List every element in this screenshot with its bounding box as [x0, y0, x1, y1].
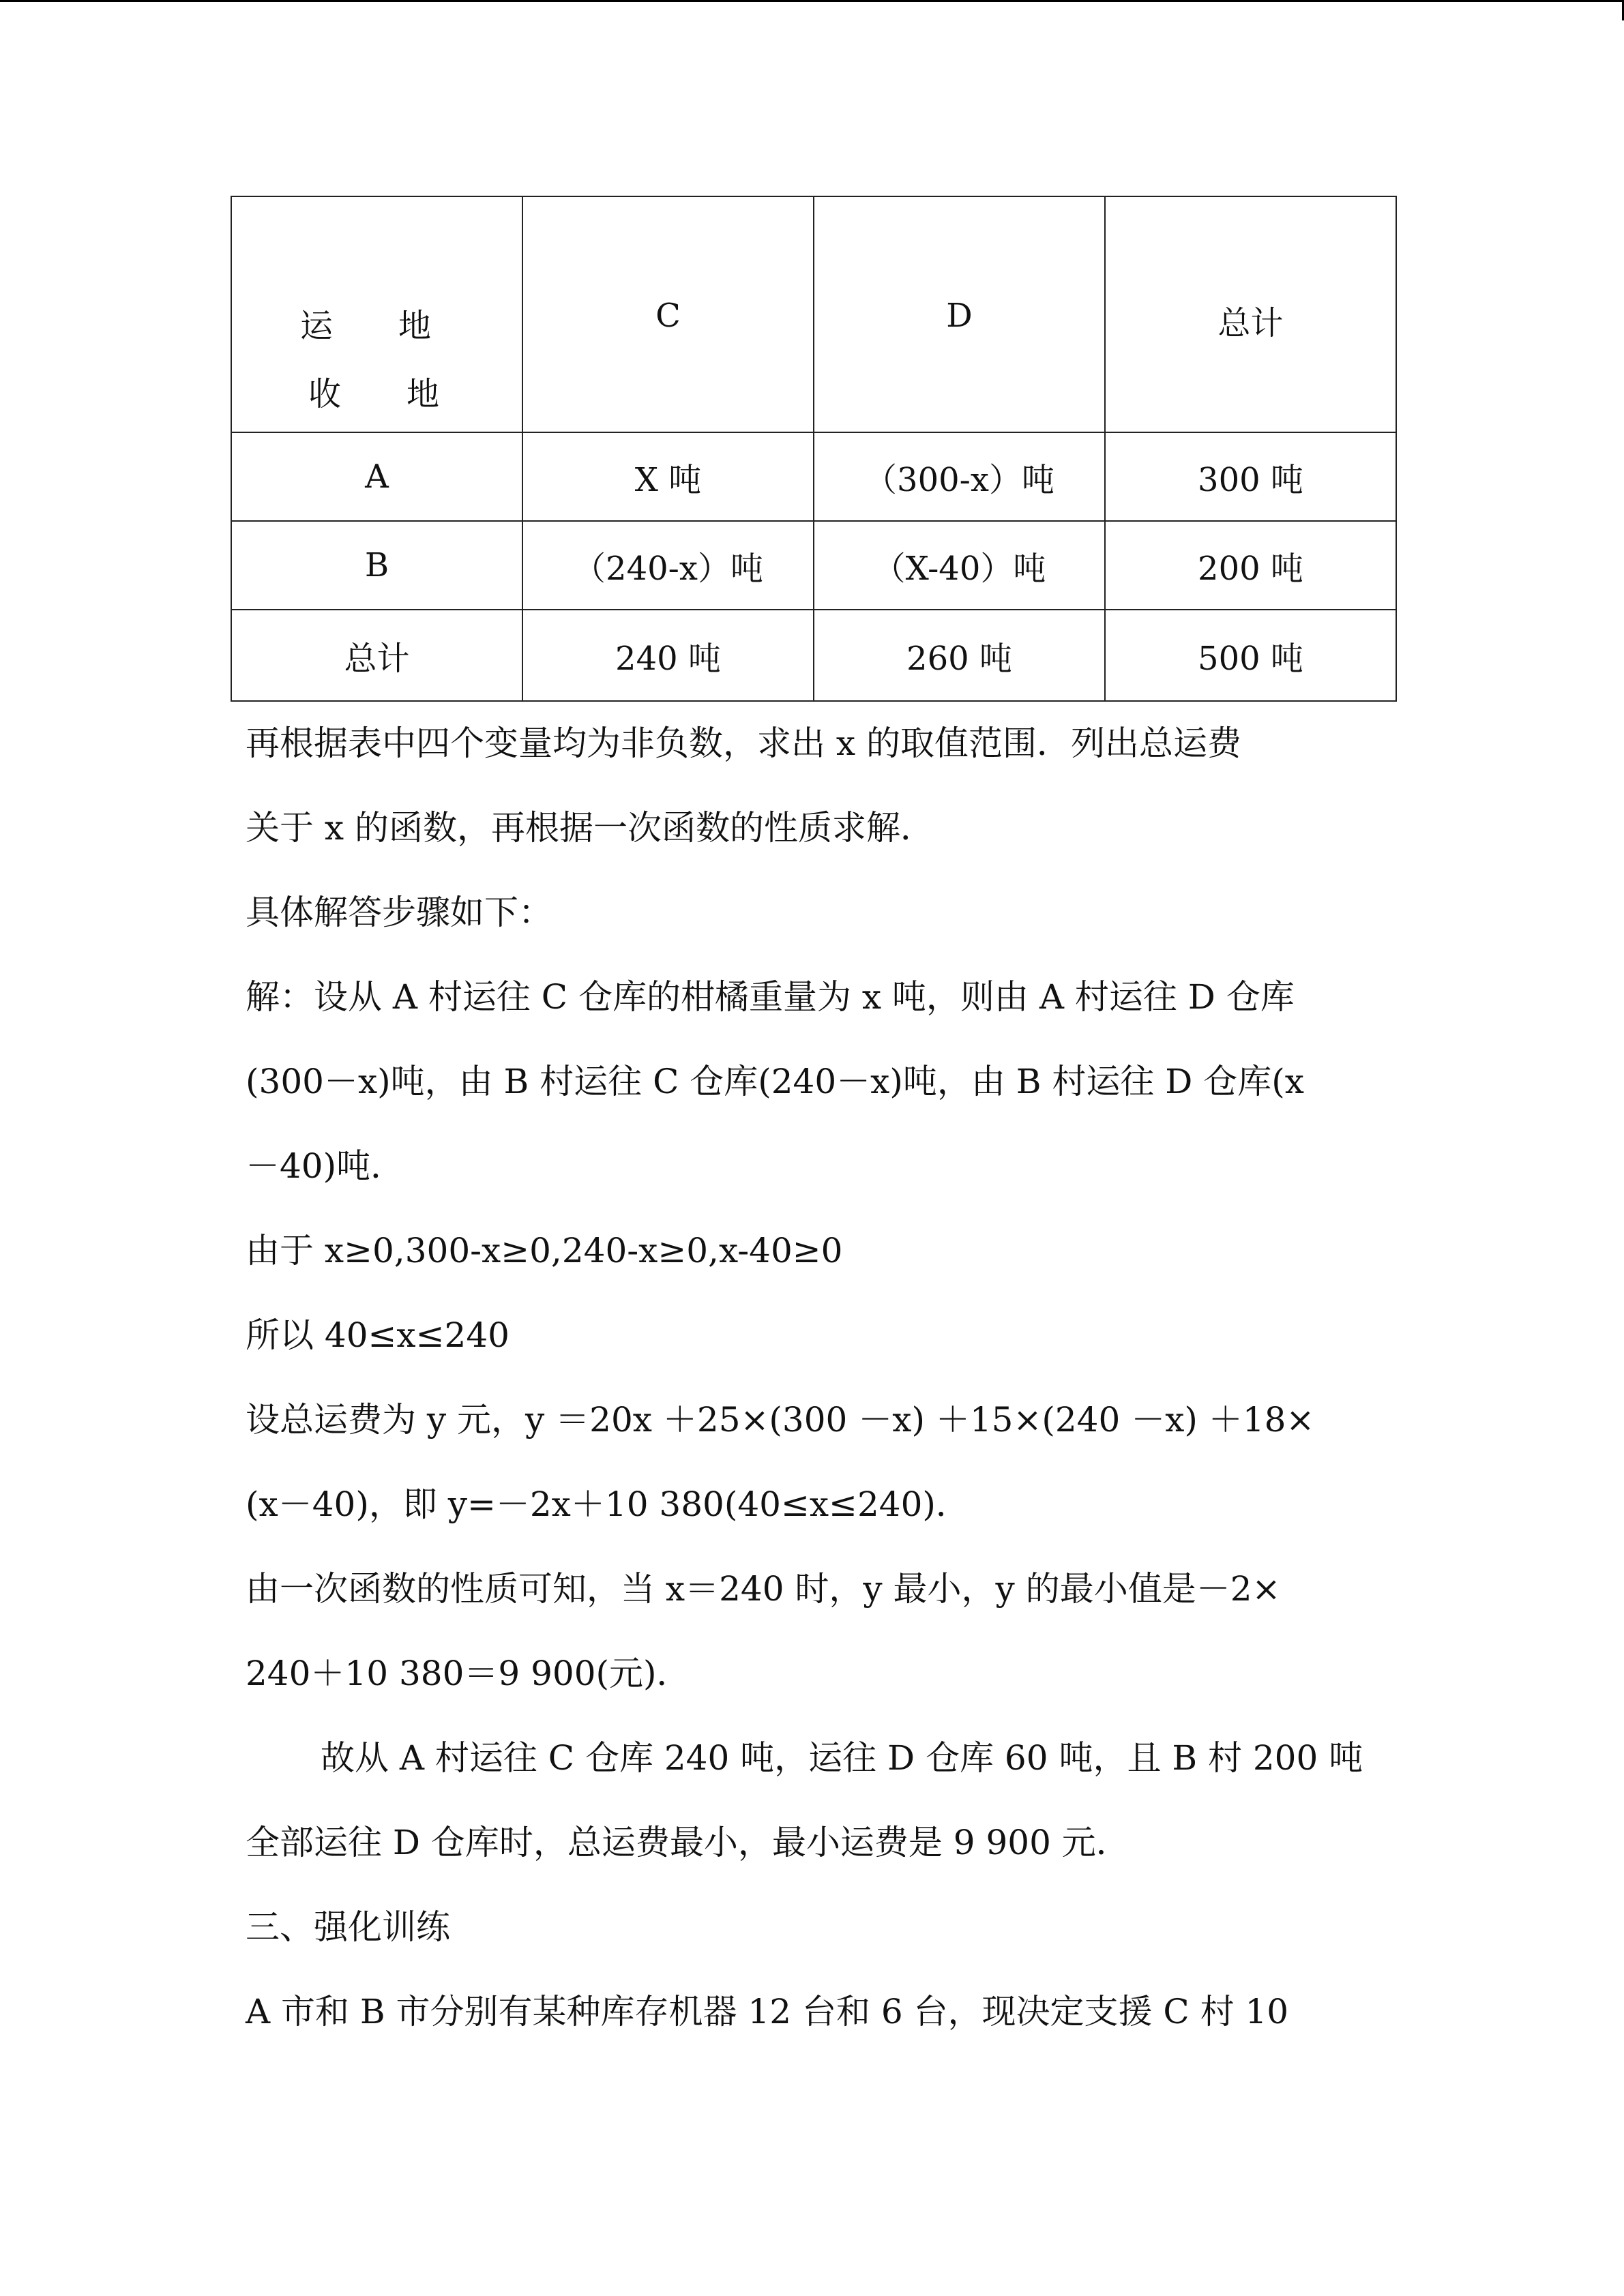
table-row — [231, 610, 1396, 701]
section-heading: 三、强化训练 — [246, 1907, 450, 1947]
table-row — [231, 432, 1396, 521]
table-row-label: A — [231, 432, 522, 521]
table-cell: 300 吨 — [1105, 432, 1396, 521]
text-line: －40)吨． — [246, 1146, 405, 1186]
text-line: 具体解答步骤如下： — [246, 893, 552, 932]
table-cell: 200 吨 — [1105, 521, 1396, 610]
text-line: A 市和 B 市分别有某种库存机器 12 台和 6 台，现决定支援 C 村 10 — [246, 1992, 1289, 2031]
text-line: 关于 x 的函数，再根据一次函数的性质求解． — [246, 808, 934, 848]
text-line: 再根据表中四个变量均为非负数，求出 x 的取值范围．列出总运费 — [246, 724, 1241, 763]
table-cell: （X-40）吨 — [814, 521, 1105, 610]
table-row-label: 总计 — [231, 610, 522, 701]
table-header-cell: C — [522, 196, 814, 432]
text-line: 由一次函数的性质可知，当 x＝240 时，y 最小，y 的最小值是－2× — [246, 1569, 1281, 1609]
table-cell: 500 吨 — [1105, 610, 1396, 701]
text-line: 全部运往 D 仓库时，总运费最小，最小运费是 9 900 元． — [246, 1823, 1130, 1862]
corner-line-top: 运 地 — [300, 307, 432, 345]
transport-table — [231, 196, 1397, 702]
text-line: (300－x)吨，由 B 村运往 C 仓库(240－x)吨，由 B 村运往 D 仓库(x — [246, 1062, 1304, 1101]
table-header-cell: D — [814, 196, 1105, 432]
page-top-border — [0, 0, 1624, 2]
table-header-cell: 总计 — [1105, 196, 1396, 432]
solution-text — [246, 701, 1385, 2054]
table-cell: （240-x）吨 — [522, 521, 814, 610]
table-cell: X 吨 — [522, 432, 814, 521]
text-line: 解：设从 A 村运往 C 仓库的柑橘重量为 x 吨，则由 A 村运往 D 仓库 — [246, 977, 1295, 1017]
table-cell: 260 吨 — [814, 610, 1105, 701]
table-row-label: B — [231, 521, 522, 610]
table-cell: （300-x）吨 — [814, 432, 1105, 521]
text-line: (x－40)，即 y=－2x＋10 380(40≤x≤240)． — [246, 1485, 970, 1524]
corner-line-bottom: 收 地 — [308, 375, 440, 413]
table-corner-cell — [231, 196, 522, 432]
table-header-row — [231, 196, 1396, 432]
text-line: 由于 x≥0,300-x≥0,240-x≥0,x-40≥0 — [246, 1231, 843, 1270]
conclusion-line: 故从 A 村运往 C 仓库 240 吨，运往 D 仓库 60 吨，且 B 村 200 吨 — [321, 1738, 1363, 1778]
text-line: 所以 40≤x≤240 — [246, 1315, 510, 1355]
text-line: 设总运费为 y 元，y ＝20x ＋25×(300 －x) ＋15×(240 －x) ＋18× — [246, 1400, 1315, 1440]
text-line: 240＋10 380＝9 900(元)． — [246, 1654, 691, 1693]
table-cell: 240 吨 — [522, 610, 814, 701]
table-row — [231, 521, 1396, 610]
